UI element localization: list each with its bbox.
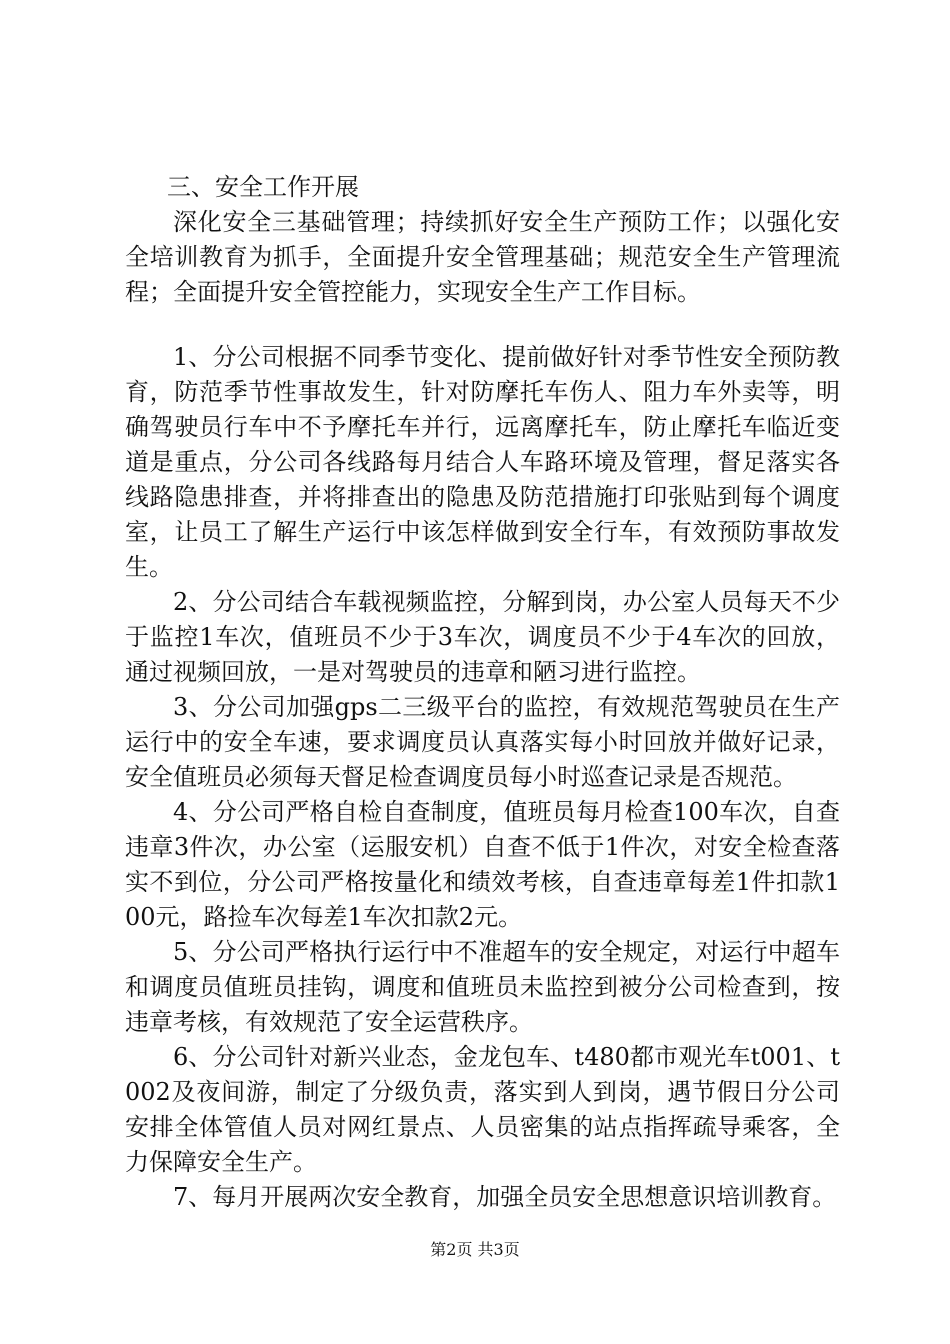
list-item: 3、分公司加强gps二三级平台的监控，有效规范驾驶员在生产运行中的安全车速，要求调度员认真落实每小时回放并做好记录，安全值班员必须每天督足检查调度员每小时巡查记录是否规范。 (125, 693, 840, 791)
list-item: 4、分公司严格自检自查制度，值班员每月检查100车次，自查违章3件次，办公室（运服安机）自查不低于1件次，对安全检查落实不到位，分公司严格按量化和绩效考核，自查违章每差1件扣款100元，路捡车次每差1车次扣款2元。 (125, 798, 840, 931)
list-item: 2、分公司结合车载视频监控，分解到岗，办公室人员每天不少于监控1车次，值班员不少于3车次，调度员不少于4车次的回放，通过视频回放，一是对驾驶员的违章和陋习进行监控。 (125, 588, 840, 686)
list-item: 7、每月开展两次安全教育，加强全员安全思想意识培训教育。 (173, 1183, 837, 1211)
page-number-footer: 第2页 共3页 (430, 1240, 520, 1259)
intro-paragraph: 深化安全三基础管理；持续抓好安全生产预防工作；以强化安全培训教育为抓手，全面提升安全管理基础；规范安全生产管理流程；全面提升安全管控能力，实现安全生产工作目标。 (125, 208, 840, 306)
list-item: 1、分公司根据不同季节变化、提前做好针对季节性安全预防教育，防范季节性事故发生，针对防摩托车伤人、阻力车外卖等，明确驾驶员行车中不予摩托车并行，远离摩托车，防止摩托车临近变道是重点，分公司各线路每月结合人车路环境及管理，督足落实各线路隐患排查，并将排查出的隐患及防范措施打印张贴到每个调度室，让员工了解生产运行中该怎样做到安全行车，有效预防事故发生。 (125, 343, 840, 581)
document-body (125, 170, 840, 1215)
section-heading: 三、安全工作开展 (167, 173, 359, 201)
list-item: 6、分公司针对新兴业态，金龙包车、t480都市观光车t001、t002及夜间游，制定了分级负责，落实到人到岗，遇节假日分公司安排全体管值人员对网红景点、人员密集的站点指挥疏导乘客，全力保障安全生产。 (125, 1043, 840, 1176)
list-item: 5、分公司严格执行运行中不准超车的安全规定，对运行中超车和调度员值班员挂钩，调度和值班员未监控到被分公司检查到，按违章考核，有效规范了安全运营秩序。 (125, 938, 840, 1036)
